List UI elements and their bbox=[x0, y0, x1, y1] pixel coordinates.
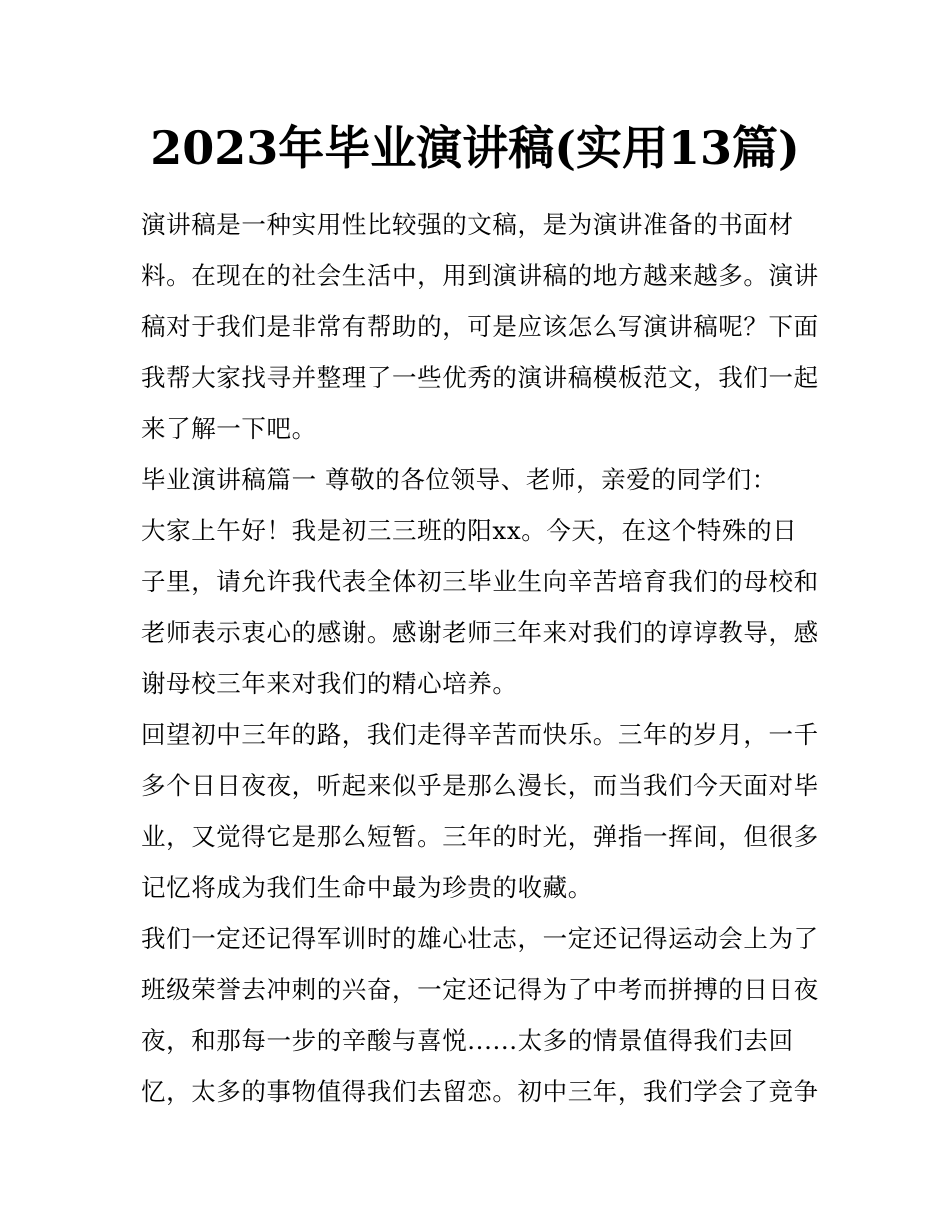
text-line: 忆，太多的事物值得我们去留恋。初中三年，我们学会了竞争 bbox=[141, 1077, 819, 1106]
text-line: 料。在现在的社会生活中，用到演讲稿的地方越来越多。演讲 bbox=[141, 261, 819, 290]
text-line: 演讲稿是一种实用性比较强的文稿，是为演讲准备的书面材 bbox=[141, 210, 794, 239]
text-line: 记忆将成为我们生命中最为珍贵的收藏。 bbox=[141, 873, 593, 902]
text-line: 我帮大家找寻并整理了一些优秀的演讲稿模板范文，我们一起 bbox=[141, 363, 819, 392]
text-line: 多个日日夜夜，听起来似乎是那么漫长，而当我们今天面对毕 bbox=[141, 771, 819, 800]
text-line: 班级荣誉去冲刺的兴奋，一定还记得为了中考而拼搏的日日夜 bbox=[141, 975, 819, 1004]
text-line: 我们一定还记得军训时的雄心壮志，一定还记得运动会上为了 bbox=[141, 924, 819, 953]
text-line: 子里，请允许我代表全体初三毕业生向辛苦培育我们的母校和 bbox=[141, 567, 819, 596]
text-line: 回望初中三年的路，我们走得辛苦而快乐。三年的岁月，一千 bbox=[141, 720, 819, 749]
text-line: 来了解一下吧。 bbox=[141, 414, 317, 443]
text-line: 老师表示衷心的感谢。感谢老师三年来对我们的谆谆教导，感 bbox=[141, 618, 819, 647]
document-title: 2023年毕业演讲稿(实用13篇) bbox=[150, 121, 800, 175]
text-line: 谢母校三年来对我们的精心培养。 bbox=[141, 669, 518, 698]
text-line: 大家上午好！我是初三三班的阳xx。今天，在这个特殊的日 bbox=[141, 516, 798, 545]
text-line: 业，又觉得它是那么短暂。三年的时光，弹指一挥间，但很多 bbox=[141, 822, 819, 851]
text-line: 稿对于我们是非常有帮助的，可是应该怎么写演讲稿呢？下面 bbox=[141, 312, 819, 341]
document-body bbox=[141, 199, 819, 1117]
text-line: 夜，和那每一步的辛酸与喜悦......太多的情景值得我们去回 bbox=[141, 1026, 794, 1055]
text-line: 毕业演讲稿篇一 尊敬的各位领导、老师，亲爱的同学们： bbox=[141, 465, 777, 494]
